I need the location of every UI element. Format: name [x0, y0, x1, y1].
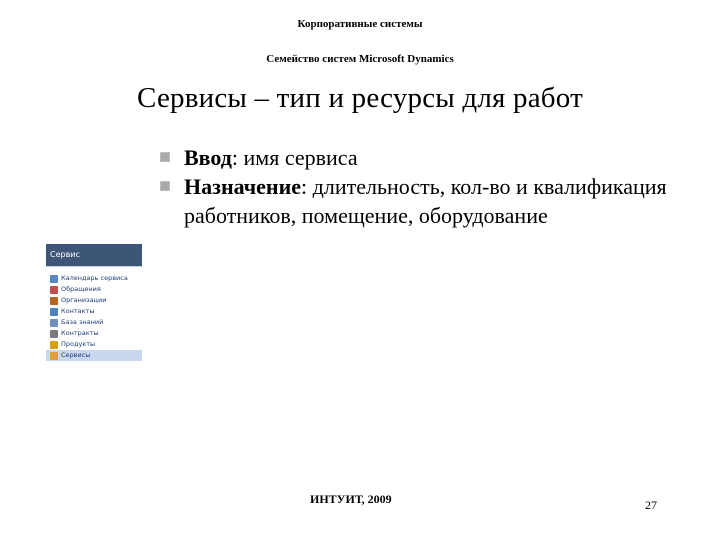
bullet-list [158, 143, 678, 230]
knowledge-base-icon [50, 319, 58, 327]
bullet-square-icon [160, 152, 170, 162]
nav-item[interactable] [46, 339, 142, 350]
footer-text: ИНТУИТ, 2009 [310, 492, 392, 506]
bullet-item [158, 143, 678, 172]
case-icon [50, 286, 58, 294]
nav-item-label: Продукты [61, 340, 96, 348]
calendar-icon [50, 275, 58, 283]
contract-icon [50, 330, 58, 338]
service-icon [50, 352, 58, 360]
nav-item[interactable] [46, 295, 142, 306]
contact-icon [50, 308, 58, 316]
bullet-square-icon [160, 181, 170, 191]
nav-item-label: База знаний [61, 318, 104, 326]
header-line-2: Семейство систем Microsoft Dynamics [266, 53, 454, 65]
page-number: 27 [645, 498, 657, 512]
bullet-text: : длительность, кол-во и квалификация работников, помещение, оборудование [184, 174, 667, 228]
bullet-label: Назначение [184, 174, 302, 199]
crm-navigation-panel [46, 244, 142, 366]
nav-item-label: Сервисы [61, 351, 91, 359]
bullet-label: Ввод [184, 145, 232, 170]
nav-item-label: Календарь сервиса [61, 274, 128, 282]
nav-item-label: Контракты [61, 329, 99, 337]
nav-item[interactable] [46, 284, 142, 295]
nav-item-label: Контакты [61, 307, 95, 315]
header-line-1: Корпоративные системы [297, 18, 423, 30]
bullet-item [158, 172, 678, 230]
nav-item[interactable] [46, 328, 142, 339]
nav-item-label: Организации [61, 296, 107, 304]
account-icon [50, 297, 58, 305]
nav-item[interactable] [46, 273, 142, 284]
nav-item-label: Обращения [61, 285, 101, 293]
nav-item[interactable] [46, 317, 142, 328]
bullet-text: : имя сервиса [231, 145, 358, 170]
nav-list [46, 267, 142, 361]
product-icon [50, 341, 58, 349]
nav-panel-header[interactable]: Сервис [46, 244, 142, 267]
nav-item[interactable] [46, 350, 142, 361]
slide-title: Сервисы – тип и ресурсы для работ [137, 82, 583, 114]
nav-item[interactable] [46, 306, 142, 317]
